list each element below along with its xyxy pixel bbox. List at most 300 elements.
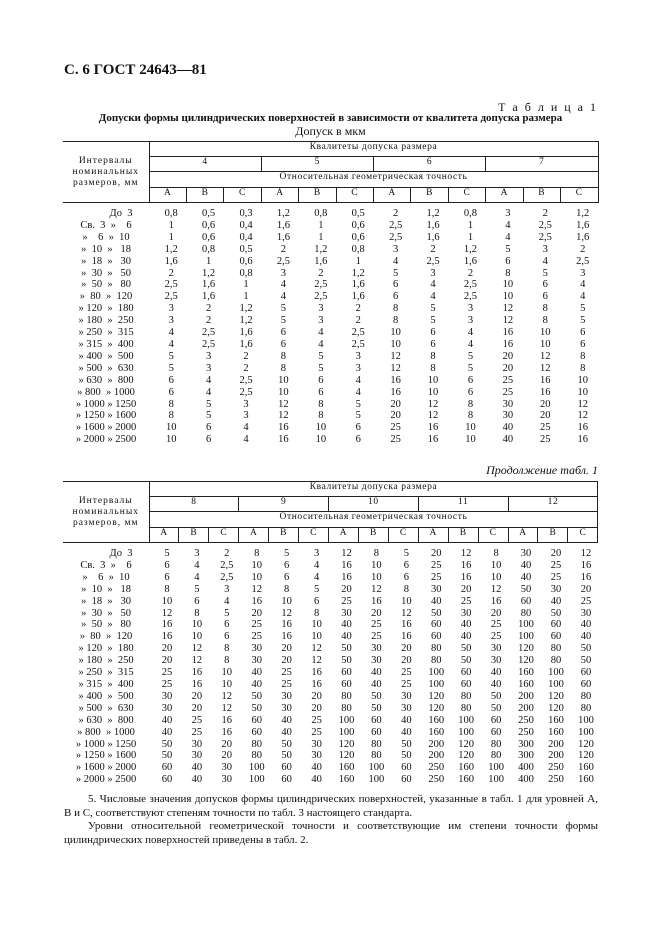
tolerance-value: 4: [205, 374, 212, 386]
tolerance-value: 120: [338, 738, 355, 750]
tolerance-value: 5: [164, 548, 170, 559]
level-label: С: [224, 188, 261, 203]
tolerance-value: 10: [465, 434, 476, 446]
interval-label: » 400 » 500: [78, 690, 134, 702]
tolerance-value: 50: [251, 690, 262, 702]
tolerance-value: 60: [281, 774, 292, 786]
tolerance-value: 25: [431, 559, 442, 571]
tolerance-value: 2: [467, 267, 474, 279]
tolerance-value: 40: [281, 714, 292, 726]
tolerance-value: 160: [578, 762, 594, 774]
tolerance-value: 8: [403, 583, 409, 595]
tolerance-value: 20: [550, 548, 562, 559]
tolerance-value: 60: [371, 714, 382, 726]
tolerance-value: 50: [460, 655, 472, 667]
tolerance-value: 5: [430, 303, 436, 315]
tolerance-value: 4: [280, 279, 287, 291]
tolerance-value: 80: [431, 655, 442, 667]
interval-label: » 2000 » 2500: [75, 434, 137, 446]
table-row: [63, 268, 598, 280]
tolerance-value: 25: [401, 678, 412, 690]
tolerance-value: 40: [371, 667, 382, 679]
tolerance-value: 80: [460, 690, 472, 702]
tolerance-value: 10: [490, 559, 502, 571]
tolerance-value: 10: [165, 422, 177, 434]
tolerance-value: 60: [401, 774, 412, 786]
tolerance-value: 100: [488, 762, 504, 774]
tolerance-value: 1,2: [351, 267, 365, 279]
table-row: [63, 375, 598, 387]
tolerance-value: 2: [393, 208, 399, 219]
tolerance-value: 1,6: [314, 255, 328, 267]
tolerance-value: 16: [371, 595, 382, 607]
grade-number: 4: [149, 157, 261, 172]
interval-label: » 315 » 400: [78, 678, 134, 690]
tolerance-value: 2,5: [538, 231, 552, 243]
table-row: [63, 608, 598, 620]
table-row: [63, 691, 598, 703]
tolerance-value: 160: [518, 678, 534, 690]
tolerance-value: 10: [577, 386, 588, 398]
tolerance-value: 160: [548, 714, 564, 726]
tolerance-value: 5: [430, 315, 436, 327]
tolerance-value: 3: [355, 362, 361, 374]
tolerance-value: 0,6: [351, 219, 365, 231]
tolerance-value: 120: [518, 655, 534, 667]
tolerance-value: 100: [578, 714, 594, 726]
tolerance-value: 1: [355, 255, 361, 267]
tolerance-value: 5: [505, 243, 511, 255]
tolerance-value: 50: [341, 643, 352, 655]
tolerance-value: 120: [518, 643, 534, 655]
tolerance-value: 30: [550, 583, 562, 595]
tolerance-value: 1,6: [239, 327, 253, 339]
tolerance-value: 60: [161, 762, 173, 774]
table-row: [63, 315, 598, 327]
tolerance-value: 3: [467, 315, 474, 327]
tolerance-value: 6: [284, 559, 290, 571]
level-label: С: [448, 188, 485, 203]
tolerance-value: 6: [430, 327, 436, 339]
tolerance-value: 25: [540, 422, 551, 434]
tolerance-value: 40: [502, 434, 514, 446]
tolerance-value: 16: [401, 631, 412, 643]
grades-header: Квалитеты допуска размера: [149, 142, 598, 157]
tolerance-value: 60: [161, 774, 173, 786]
tolerance-value: 4: [580, 291, 586, 303]
tolerance-value: 200: [548, 738, 564, 750]
tolerance-value: 80: [371, 750, 382, 762]
tolerance-value: 16: [341, 559, 352, 571]
tolerance-value: 50: [431, 607, 442, 619]
tolerance-value: 2,5: [164, 291, 178, 303]
tolerance-value: 80: [580, 702, 592, 714]
tolerance-value: 10: [221, 678, 233, 690]
tolerance-value: 2,5: [576, 255, 590, 267]
page-header: С. 6 ГОСТ 24643—81: [64, 62, 207, 78]
tolerance-value: 100: [368, 762, 385, 774]
tolerance-value: 1,2: [239, 303, 253, 315]
tolerance-value: 4: [430, 291, 436, 303]
table-row: [63, 762, 598, 774]
tolerance-value: 8: [280, 350, 287, 362]
tolerance-value: 60: [431, 619, 442, 631]
tolerance-value: 25: [281, 678, 292, 690]
interval-label: » 2000 » 2500: [75, 774, 137, 786]
table-row: [63, 422, 598, 434]
tolerance-value: 4: [355, 386, 361, 398]
tolerance-value: 120: [458, 750, 475, 762]
tolerance-value: 50: [550, 607, 562, 619]
level-label: А: [373, 188, 410, 203]
tolerance-value: 0,8: [164, 208, 178, 219]
tolerance-value: 160: [338, 774, 355, 786]
interval-label: » 80 » 120: [79, 291, 133, 303]
tolerance-value: 1: [243, 291, 249, 303]
tolerance-value: 30: [191, 750, 203, 762]
interval-label: До 3: [109, 208, 133, 219]
tolerance-value: 3: [542, 243, 548, 255]
interval-label: » 30 » 50: [81, 267, 131, 279]
tolerance-value: 8: [580, 362, 586, 374]
tolerance-value: 6: [313, 595, 320, 607]
tolerance-value: 12: [401, 607, 412, 619]
level-label: В: [299, 188, 336, 203]
tolerance-value: 25: [580, 595, 592, 607]
interval-label: » 80 » 120: [79, 631, 133, 643]
tolerance-value: 2: [318, 267, 324, 279]
level-label: В: [523, 188, 560, 203]
tolerance-value: 25: [390, 422, 401, 434]
tolerance-value: 2: [280, 243, 287, 255]
tolerance-value: 20: [502, 362, 514, 374]
table-row: [63, 363, 598, 375]
tolerance-value: 160: [458, 774, 475, 786]
tolerance-value: 6: [318, 374, 324, 386]
tolerance-value: 50: [251, 702, 262, 714]
tolerance-value: 60: [550, 619, 562, 631]
level-label: В: [179, 528, 209, 543]
tolerance-value: 16: [502, 338, 514, 350]
interval-label: » 6 » 10: [82, 231, 130, 243]
tolerance-value: 30: [431, 583, 442, 595]
tolerance-value: 100: [518, 631, 534, 643]
level-label: А: [239, 528, 269, 543]
tolerance-value: 30: [191, 738, 203, 750]
tolerance-value: 12: [580, 548, 592, 559]
tolerance-value: 4: [505, 231, 511, 243]
tolerance-value: 0,8: [351, 243, 365, 255]
tolerance-value: 12: [390, 362, 401, 374]
tolerance-value: 8: [168, 410, 174, 422]
tolerance-value: 10: [371, 559, 382, 571]
level-label: А: [149, 188, 186, 203]
tolerance-value: 10: [278, 386, 289, 398]
table-row: [63, 203, 598, 220]
tolerance-value: 50: [281, 750, 292, 762]
tolerance-value: 40: [580, 619, 592, 631]
tolerance-value: 30: [251, 655, 262, 667]
tolerance-value: 1,2: [276, 208, 290, 219]
tolerance-value: 2: [580, 243, 586, 255]
tolerance-value: 4: [542, 255, 548, 267]
tolerance-value: 160: [458, 762, 475, 774]
tolerance-value: 16: [191, 667, 203, 679]
interval-label: » 50 » 80: [81, 279, 131, 291]
tolerance-value: 8: [542, 315, 548, 327]
tolerance-value: 25: [540, 434, 551, 446]
tolerance-value: 100: [338, 714, 355, 726]
tolerance-value: 20: [251, 607, 262, 619]
tolerance-value: 80: [431, 643, 442, 655]
tolerance-value: 4: [318, 338, 324, 350]
tolerance-value: 3: [467, 303, 474, 315]
tolerance-value: 25: [191, 714, 203, 726]
interval-label: » 1000 » 1250: [75, 398, 137, 410]
tolerance-value: 16: [580, 559, 592, 571]
tolerance-value: 1,6: [164, 255, 178, 267]
interval-label: » 180 » 250: [78, 315, 134, 327]
tolerance-value: 5: [224, 607, 230, 619]
tolerance-value: 25: [371, 619, 382, 631]
tolerance-value: 30: [251, 643, 262, 655]
tolerance-value: 40: [311, 774, 322, 786]
tolerance-value: 16: [577, 434, 588, 446]
grade-number: 9: [239, 497, 329, 512]
tolerance-value: 1,2: [202, 267, 216, 279]
tolerance-value: 60: [490, 726, 502, 738]
tolerance-value: 30: [401, 702, 412, 714]
tolerance-value: 3: [168, 303, 174, 315]
tolerance-value: 16: [278, 422, 289, 434]
tolerance-value: 1,6: [351, 291, 365, 303]
table-row: [63, 643, 598, 655]
interval-label: » 1250 » 1600: [75, 750, 137, 762]
tolerance-value: 80: [341, 690, 352, 702]
tolerance-value: 10: [427, 374, 439, 386]
interval-label: » 6 » 10: [82, 571, 130, 583]
tolerance-value: 4: [467, 327, 474, 339]
table-row: [63, 774, 598, 786]
tolerance-value: 12: [371, 583, 382, 595]
tolerance-value: 20: [221, 738, 233, 750]
tolerance-value: 30: [490, 643, 502, 655]
tolerance-value: 300: [518, 750, 534, 762]
tolerance-value: 20: [390, 410, 401, 422]
tolerance-value: 4: [280, 291, 287, 303]
tolerance-value: 25: [490, 631, 502, 643]
interval-label: » 50 » 80: [81, 619, 131, 631]
interval-label: » 30 » 50: [81, 607, 131, 619]
tolerance-value: 8: [318, 398, 324, 410]
tolerance-value: 16: [540, 374, 551, 386]
table-row: [63, 739, 598, 751]
tolerance-value: 2: [542, 208, 548, 219]
tolerance-value: 60: [460, 667, 472, 679]
tolerance-value: 5: [168, 350, 174, 362]
tolerance-value: 4: [243, 422, 249, 434]
tolerance-value: 3: [168, 315, 174, 327]
tolerance-value: 4: [224, 595, 230, 607]
tolerance-value: 200: [428, 750, 445, 762]
tolerance-value: 30: [281, 702, 292, 714]
tolerance-value: 1,6: [426, 231, 440, 243]
tolerance-value: 6: [355, 434, 361, 446]
tolerance-value: 2,5: [351, 327, 365, 339]
grades-header: Квалитеты допуска размера: [149, 482, 598, 497]
tolerance-value: 8: [505, 267, 511, 279]
tolerance-value: 6: [393, 291, 399, 303]
tolerance-value: 6: [194, 595, 200, 607]
tolerance-value: 4: [318, 327, 324, 339]
table-row: [63, 703, 598, 715]
tolerance-value: 100: [338, 726, 355, 738]
table-row: [63, 434, 598, 446]
tolerance-value: 40: [580, 631, 592, 643]
tolerance-value: 10: [427, 386, 439, 398]
table-row: [63, 291, 598, 303]
tolerance-value: 100: [548, 678, 564, 690]
tolerance-value: 12: [281, 607, 292, 619]
interval-label: » 500 » 630: [78, 362, 134, 374]
tolerance-value: 8: [430, 350, 436, 362]
tolerance-value: 30: [520, 548, 532, 559]
tolerance-value: 2: [430, 243, 436, 255]
grade-number: 10: [329, 497, 419, 512]
interval-label: » 400 » 500: [78, 350, 134, 362]
interval-label: » 10 » 18: [81, 243, 131, 255]
tolerance-value: 2: [243, 350, 249, 362]
tolerance-value: 16: [281, 619, 292, 631]
grade-number: 8: [149, 497, 239, 512]
tolerance-value: 10: [311, 631, 322, 643]
tolerance-value: 5: [542, 267, 548, 279]
tolerance-value: 6: [318, 386, 324, 398]
tolerance-value: 20: [401, 655, 412, 667]
tolerance-value: 100: [248, 774, 265, 786]
tolerance-value: 50: [401, 738, 412, 750]
table-row: [63, 750, 598, 762]
tolerance-value: 16: [281, 631, 292, 643]
tolerance-value: 1: [467, 231, 474, 243]
interval-label: » 630 » 800: [78, 374, 134, 386]
tolerance-value: 4: [313, 571, 320, 583]
tolerance-value: 20: [580, 583, 592, 595]
tolerance-value: 50: [341, 655, 352, 667]
tolerance-value: 1,6: [276, 219, 290, 231]
table-row: [63, 351, 598, 363]
tolerance-value: 0,8: [463, 208, 478, 219]
tolerance-value: 120: [458, 738, 475, 750]
tolerance-value: 4: [580, 279, 586, 291]
tolerance-value: 8: [254, 548, 260, 559]
tolerance-value: 5: [580, 315, 586, 327]
tolerance-value: 10: [251, 559, 262, 571]
tolerance-value: 200: [548, 750, 564, 762]
tolerance-value: 5: [194, 583, 200, 595]
tolerance-value: 10: [502, 291, 514, 303]
tolerance-value: 12: [278, 398, 289, 410]
tolerance-value: 2,5: [220, 559, 234, 571]
tolerance-value: 80: [371, 738, 382, 750]
tolerance-value: 60: [550, 631, 562, 643]
tolerance-value: 5: [318, 350, 324, 362]
tolerance-value: 200: [518, 690, 534, 702]
level-label: А: [149, 528, 179, 543]
tolerance-value: 4: [467, 338, 474, 350]
tolerance-value: 1,2: [314, 243, 328, 255]
tolerance-value: 2,5: [276, 255, 290, 267]
tolerance-value: 0,6: [202, 231, 216, 243]
tolerance-value: 25: [431, 571, 442, 583]
tolerance-value: 25: [550, 559, 562, 571]
tolerance-value: 20: [490, 607, 502, 619]
tolerance-value: 3: [318, 315, 324, 327]
tolerance-value: 6: [393, 279, 399, 291]
tolerance-value: 60: [580, 667, 592, 679]
interval-label: » 1250 » 1600: [75, 410, 137, 422]
tolerance-value: 5: [205, 398, 212, 410]
tolerance-value: 6: [542, 291, 548, 303]
tolerance-value: 60: [520, 595, 532, 607]
tolerance-value: 40: [431, 595, 442, 607]
tolerance-value: 400: [518, 762, 534, 774]
tolerance-value: 2,5: [463, 291, 478, 303]
tolerance-value: 8: [284, 583, 290, 595]
tolerance-value: 1: [318, 219, 324, 231]
intervals-column-header: Интервалы номинальных размеров, мм: [63, 142, 149, 203]
tolerance-value: 2,5: [239, 374, 253, 386]
table-row: [63, 220, 598, 232]
tolerance-value: 3: [194, 548, 200, 559]
tolerance-value: 0,4: [239, 231, 253, 243]
level-label: В: [411, 188, 448, 203]
tolerance-value: 16: [427, 422, 439, 434]
tolerance-value: 6: [505, 255, 511, 267]
tolerance-value: 30: [401, 690, 412, 702]
table-row: [63, 339, 598, 351]
tolerance-value: 5: [318, 362, 324, 374]
tolerance-value: 25: [311, 726, 322, 738]
tolerance-value: 2,5: [202, 338, 216, 350]
tolerance-value: 12: [221, 690, 233, 702]
level-label: А: [418, 528, 448, 543]
tolerance-value: 4: [505, 219, 511, 231]
tolerance-value: 1: [467, 219, 474, 231]
tolerance-value: 20: [191, 690, 203, 702]
tolerance-value: 2,5: [202, 327, 216, 339]
tolerance-value: 8: [313, 607, 320, 619]
level-label: С: [388, 528, 418, 543]
tolerance-value: 25: [490, 619, 502, 631]
tolerance-value: 250: [518, 726, 534, 738]
tolerance-value: 40: [191, 762, 203, 774]
tolerance-value: 6: [205, 422, 212, 434]
tolerance-value: 50: [580, 643, 592, 655]
tolerance-value: 10: [221, 667, 233, 679]
table-row: [63, 279, 598, 291]
tolerance-value: 4: [205, 386, 212, 398]
level-label: С: [209, 528, 239, 543]
tolerance-value: 5: [355, 410, 361, 422]
tolerance-value: 6: [280, 338, 287, 350]
tolerance-value: 25: [390, 434, 401, 446]
tolerance-value: 1,6: [576, 231, 590, 243]
tolerance-value: 100: [488, 774, 504, 786]
tolerance-value: 8: [467, 398, 474, 410]
tolerance-value: 5: [580, 303, 586, 315]
tolerance-value: 3: [224, 583, 230, 595]
